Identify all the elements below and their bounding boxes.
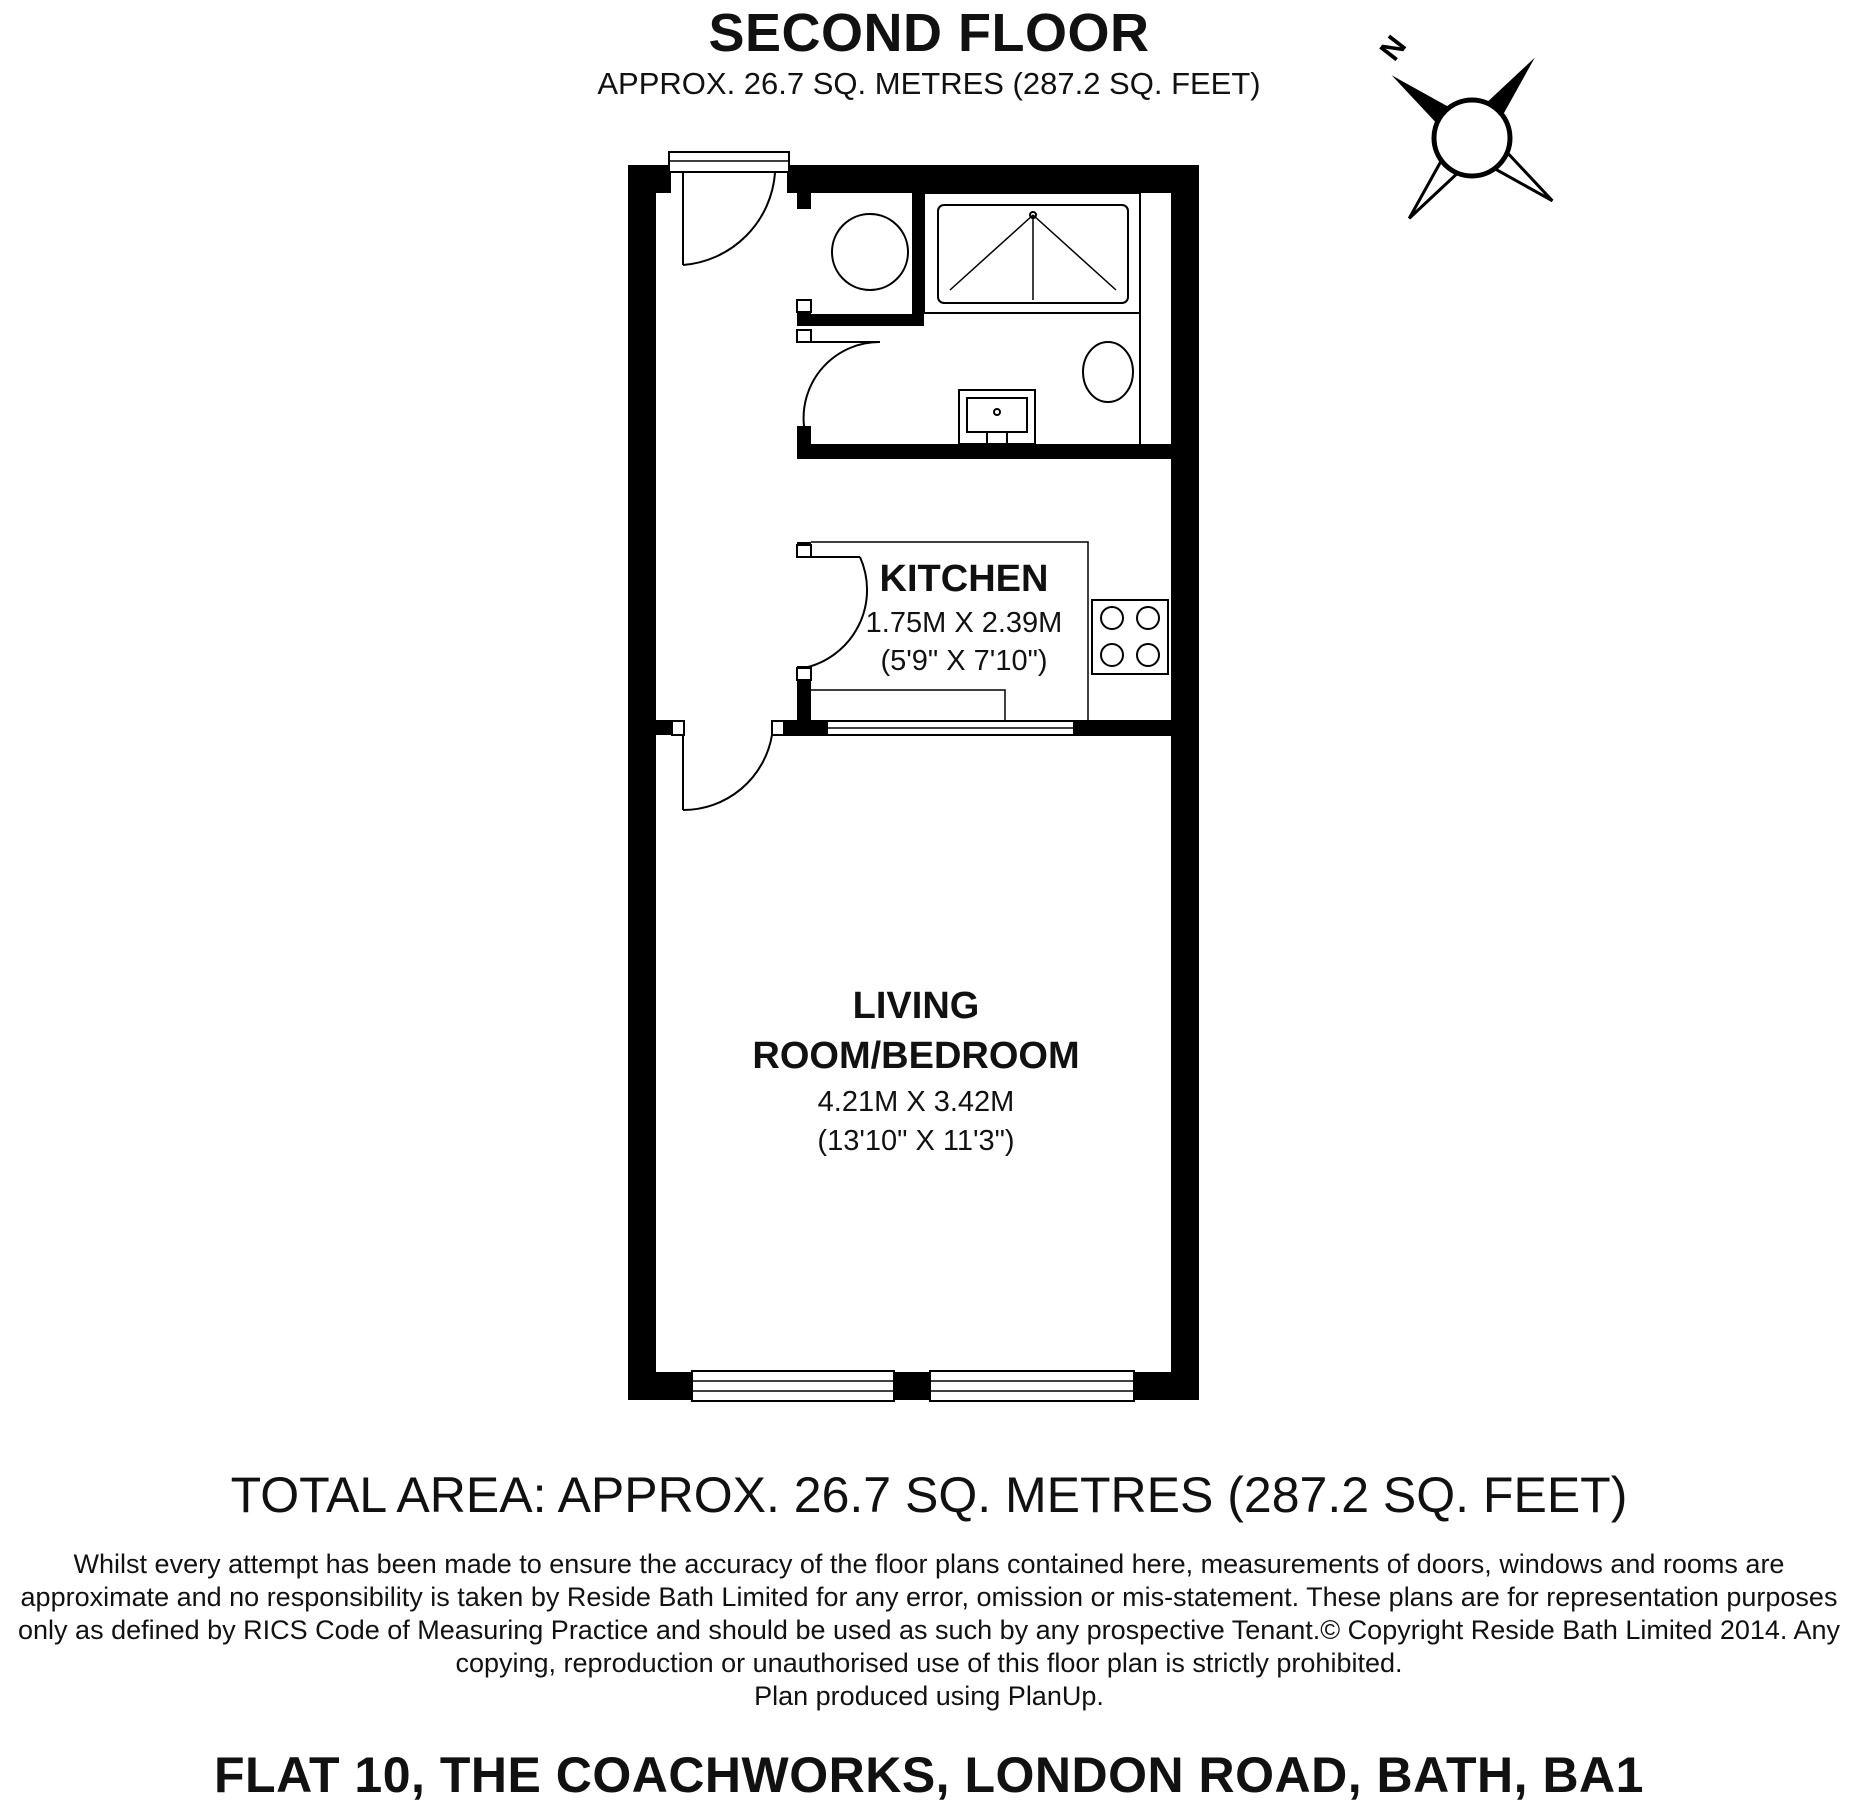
doors	[669, 152, 880, 810]
toilet-icon	[1083, 340, 1140, 405]
floor-area: APPROX. 26.7 SQ. METRES (287.2 SQ. FEET)	[597, 66, 1261, 101]
shower-tray	[924, 193, 1140, 313]
property-address: FLAT 10, THE COACHWORKS, LONDON ROAD, BATH, BA1	[214, 1747, 1644, 1803]
compass-north-label: N	[1373, 29, 1414, 68]
kitchen-size-metric: 1.75M X 2.39M	[865, 607, 1063, 639]
disclaimer-text: Whilst every attempt has been made to ensure the accuracy of the floor plans contained here, measurements of doors, windows and rooms are approximate and no responsibility is taken by Reside Bath Limited for any error, omission or mis-statement. These plans are for representation purposes only as defined by RICS Code of Measuring Practice and should be used as such by any prospective Tenant.© Copyright Reside Bath Limited 2014. Any copying, reproduction or unauthorised use of this floor plan is strictly prohibited.	[18, 1549, 1840, 1678]
basin-icon	[959, 390, 1035, 444]
kitchen-name: KITCHEN	[879, 558, 1049, 600]
living-room-name-line2: ROOM/BEDROOM	[752, 1035, 1080, 1077]
outer-walls	[628, 165, 1199, 1400]
bathroom-door	[804, 342, 880, 426]
kitchen-window	[827, 721, 1074, 735]
disclaimer	[12, 1548, 1846, 1713]
cupboard-circle	[832, 214, 908, 290]
kitchen-door	[804, 557, 867, 668]
living-room-size-metric: 4.21M X 3.42M	[817, 1086, 1015, 1118]
floor-title: SECOND FLOOR	[708, 3, 1150, 63]
living-room-door	[683, 735, 772, 810]
produced-by: Plan produced using PlanUp.	[754, 1681, 1104, 1711]
entrance-door	[669, 152, 789, 265]
living-room-name-line1: LIVING	[852, 985, 980, 1027]
compass-rose-icon	[1329, 0, 1615, 281]
total-area: TOTAL AREA: APPROX. 26.7 SQ. METRES (287.2 SQ. FEET)	[230, 1467, 1628, 1523]
door-frame-posts	[672, 300, 811, 735]
living-room-size-imperial: (13'10" X 11'3")	[817, 1125, 1015, 1157]
hob-icon	[1092, 600, 1168, 674]
living-room-label	[752, 985, 1079, 1157]
kitchen-label	[866, 558, 1063, 677]
kitchen-size-imperial: (5'9" X 7'10")	[880, 645, 1048, 677]
